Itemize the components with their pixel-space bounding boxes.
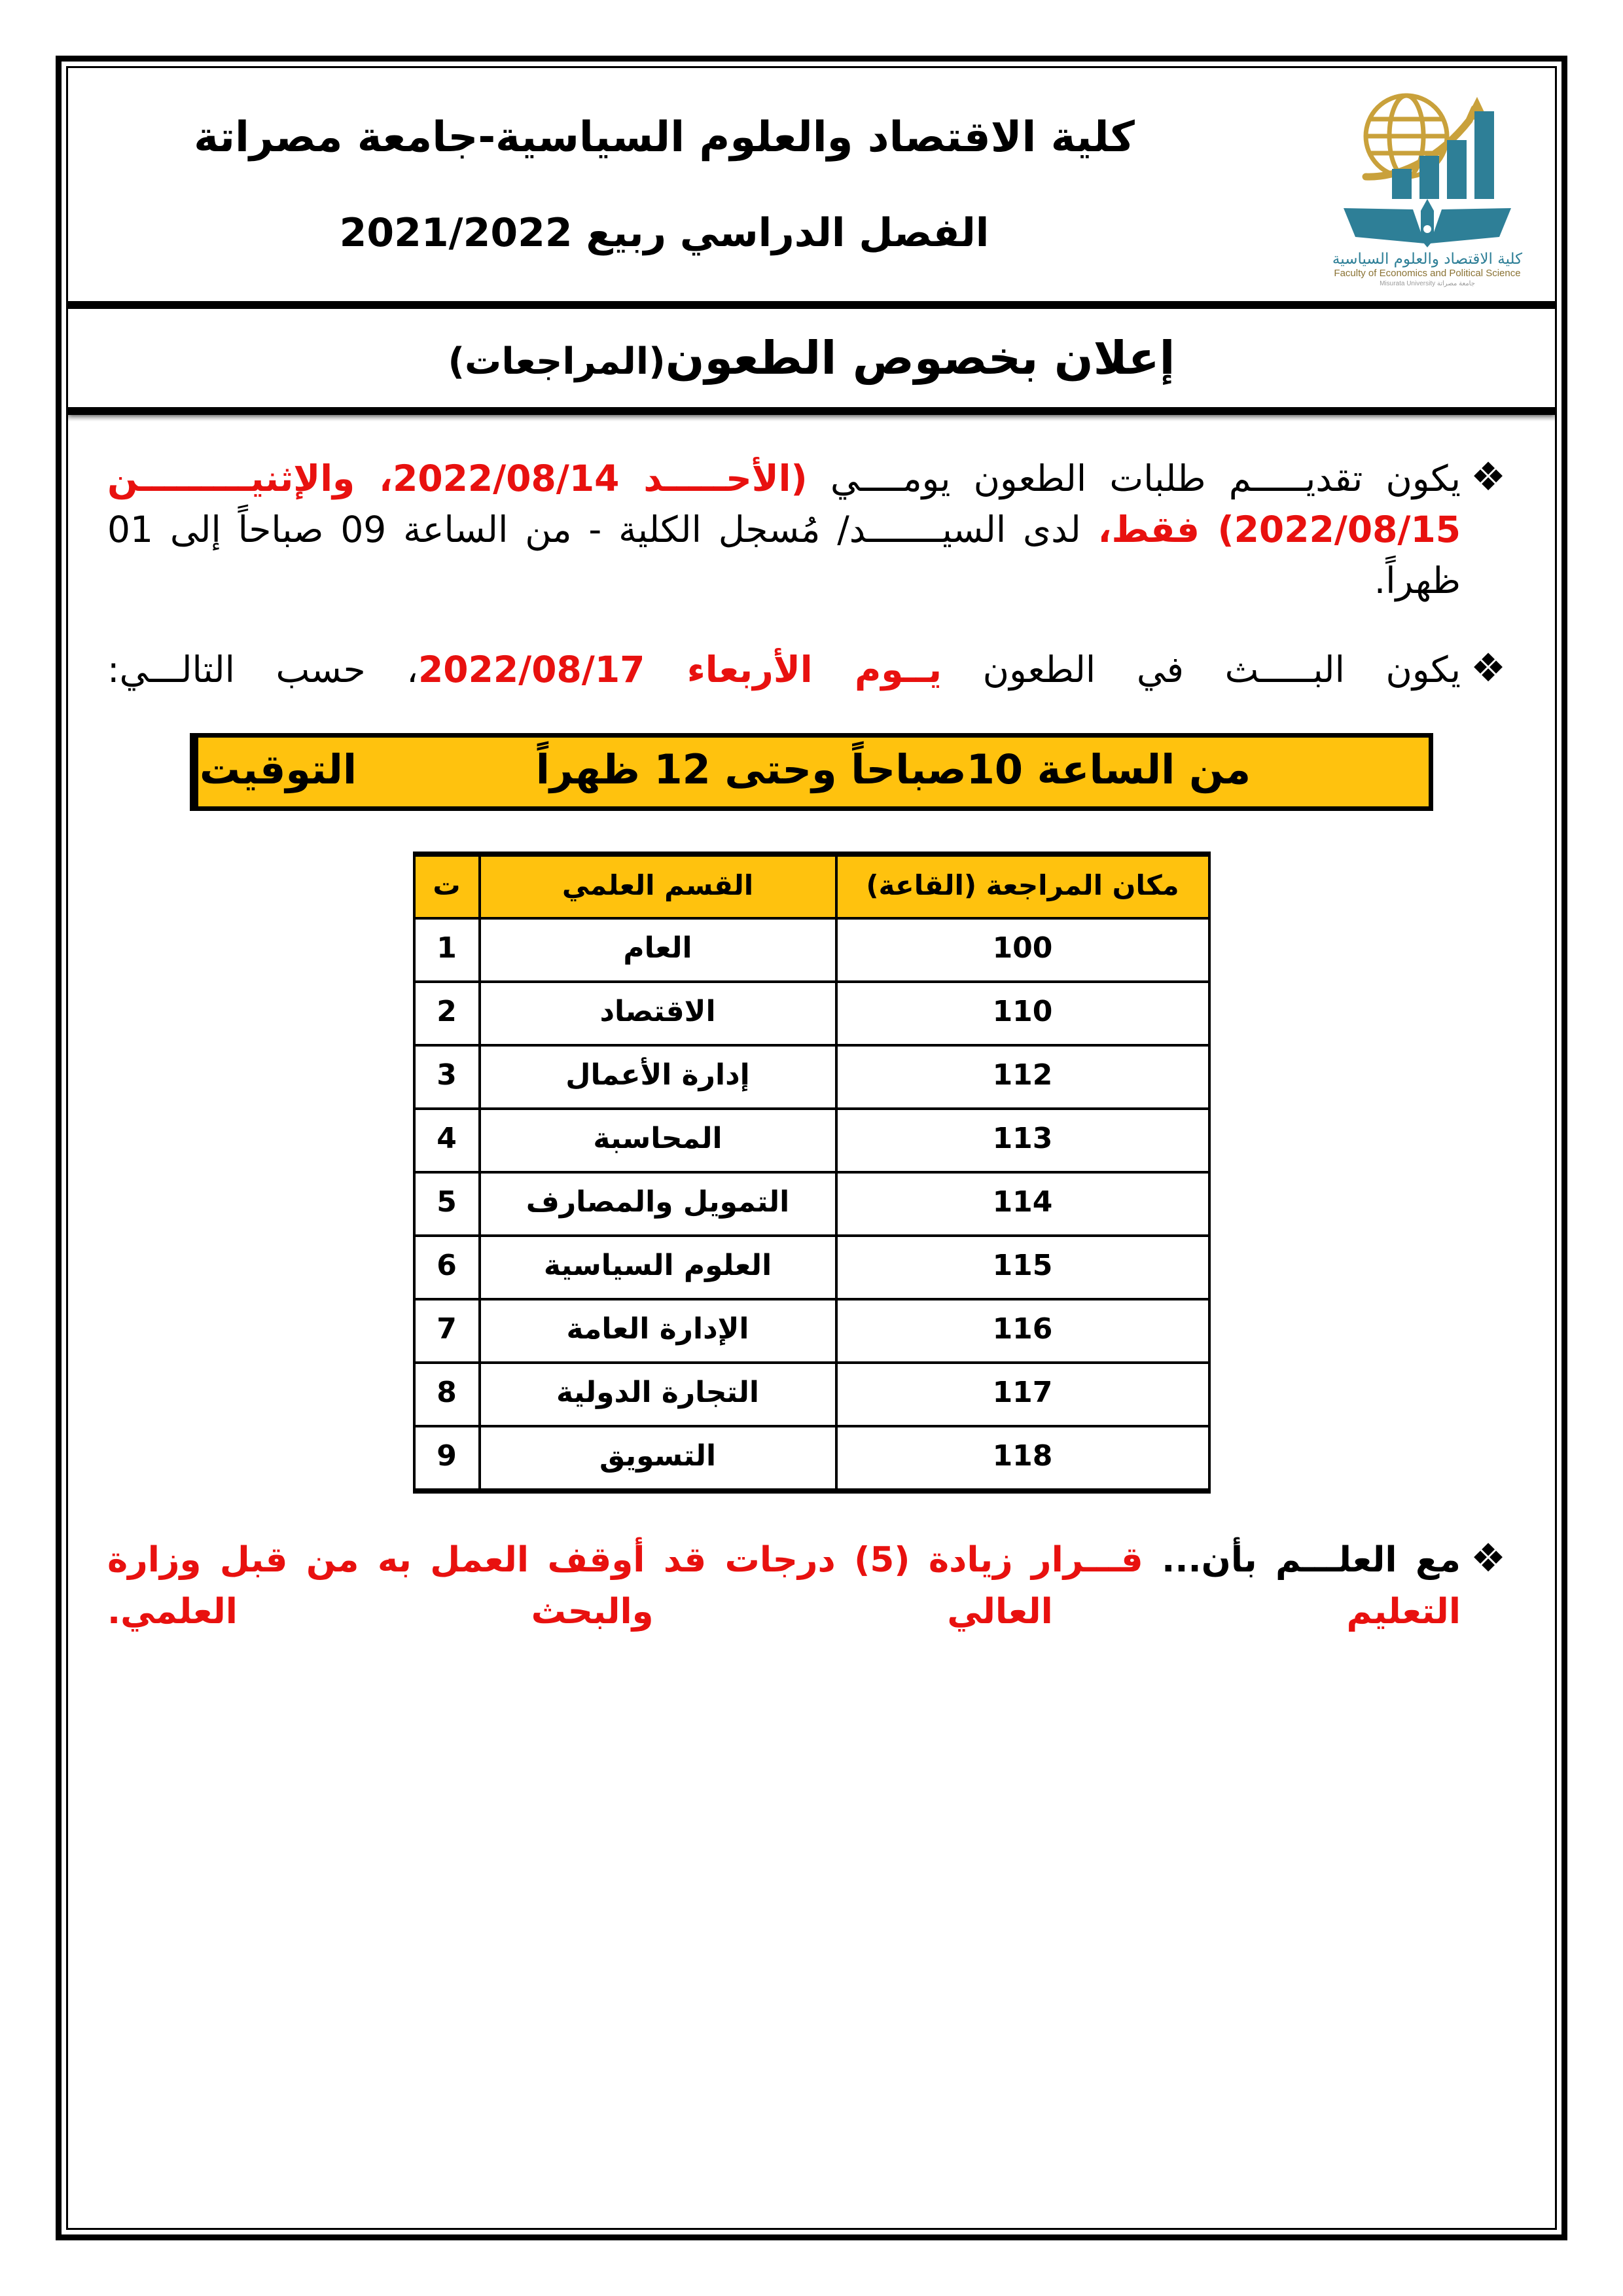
bullet-item-decision — [107, 644, 1516, 695]
decision-date-highlight: يــوم الأربعاء 2022/08/17 — [418, 649, 942, 691]
decision-text-part2: ، حسب التالـــي: — [107, 649, 419, 691]
submission-text-part1: يكون تقديـــــم طلبات الطعون يومــــي — [807, 457, 1461, 499]
page-title — [448, 331, 1175, 385]
table-row — [414, 1045, 1209, 1109]
page-content — [68, 68, 1555, 2228]
logo-arabic-name: كلية الاقتصاد والعلوم السياسية — [1332, 251, 1523, 268]
announcement-page — [56, 56, 1567, 2240]
departments-table-body — [414, 918, 1209, 1491]
cell-index: 7 — [414, 1299, 480, 1363]
departments-table — [413, 852, 1211, 1493]
faculty-logo — [1274, 77, 1555, 293]
logo-english-name: Faculty of Economics and Political Science — [1334, 268, 1521, 279]
cell-room: 118 — [836, 1426, 1209, 1491]
closing-note-highlight: قـــرار زيادة (5) درجات قد أوقف العمل به من قبل وزارة التعليم العالي والبحث العلمي. — [107, 1539, 1461, 1632]
submission-dates-highlight: (الأحـــــد 2022/08/14، والإثنيـــــــــن 2022/08/15) فقط، — [107, 457, 1461, 551]
table-row — [414, 1172, 1209, 1236]
cell-department: التسويق — [480, 1426, 836, 1491]
table-row — [414, 1109, 1209, 1172]
cell-room: 116 — [836, 1299, 1209, 1363]
page-header — [68, 68, 1555, 301]
semester-label: الفصل الدراسي ربيع 2021/2022 — [339, 209, 990, 256]
decision-text-part1: يكون البـــــث في الطعون — [942, 649, 1461, 691]
bullet-item-note — [107, 1534, 1516, 1638]
timing-value: من الساعة 10صباحاً وحتى 12 ظهراً — [535, 745, 1251, 794]
col-header-department: القسم العلمي — [480, 854, 836, 918]
cell-department: العلوم السياسية — [480, 1236, 836, 1299]
bullet-item-submission — [107, 453, 1516, 606]
departments-table-head — [414, 854, 1209, 918]
cell-department: التجارة الدولية — [480, 1363, 836, 1426]
cell-index: 2 — [414, 982, 480, 1045]
cell-room: 114 — [836, 1172, 1209, 1236]
table-row — [414, 1363, 1209, 1426]
cell-department: الإدارة العامة — [480, 1299, 836, 1363]
faculty-name: كلية الاقتصاد والعلوم السياسية-جامعة مصراتة — [194, 113, 1135, 162]
cell-index: 3 — [414, 1045, 480, 1109]
cell-room: 117 — [836, 1363, 1209, 1426]
page-title-paren: (المراجعات) — [448, 340, 666, 383]
page-title-main: إعلان بخصوص الطعون — [665, 331, 1175, 385]
closing-note-part1: مع العلـــم بأن... — [1143, 1539, 1461, 1580]
timing-banner-wrap — [107, 733, 1516, 811]
cell-index: 6 — [414, 1236, 480, 1299]
cell-index: 8 — [414, 1363, 480, 1426]
cell-department: التمويل والمصارف — [480, 1172, 836, 1236]
table-row — [414, 982, 1209, 1045]
cell-index: 4 — [414, 1109, 480, 1172]
faculty-logo-icon — [1329, 80, 1525, 289]
diamond-bullet-icon: ❖ — [1471, 454, 1506, 500]
logo-university-line: جامعة مصراتة Misurata University — [1380, 280, 1475, 287]
cell-department: إدارة الأعمال — [480, 1045, 836, 1109]
cell-index: 9 — [414, 1426, 480, 1491]
cell-room: 110 — [836, 982, 1209, 1045]
diamond-bullet-icon: ❖ — [1471, 1535, 1506, 1581]
cell-department: العام — [480, 918, 836, 982]
table-row — [414, 1299, 1209, 1363]
cell-room: 115 — [836, 1236, 1209, 1299]
closing-note-text — [107, 1534, 1461, 1638]
cell-index: 5 — [414, 1172, 480, 1236]
table-row — [414, 1426, 1209, 1491]
table-row — [414, 918, 1209, 982]
cell-department: الاقتصاد — [480, 982, 836, 1045]
announcement-body — [68, 453, 1555, 1638]
cell-department: المحاسبة — [480, 1109, 836, 1172]
cell-room: 113 — [836, 1109, 1209, 1172]
page-inner-border — [66, 66, 1557, 2230]
cell-room: 112 — [836, 1045, 1209, 1109]
announcement-title-band — [68, 301, 1555, 415]
table-row — [414, 1236, 1209, 1299]
submission-text — [107, 453, 1461, 606]
col-header-room: مكان المراجعة (القاعة) — [836, 854, 1209, 918]
diamond-bullet-icon: ❖ — [1471, 645, 1506, 692]
departments-table-wrap — [107, 852, 1516, 1493]
table-header-row — [414, 854, 1209, 918]
timing-banner — [190, 733, 1433, 811]
col-header-index: ت — [414, 854, 480, 918]
timing-label: التوقيت — [194, 738, 358, 806]
cell-room: 100 — [836, 918, 1209, 982]
header-text-block — [68, 109, 1274, 259]
decision-text — [107, 644, 1461, 695]
submission-text-part2: لدى السيـــــــد/ مُسجل الكلية - من الساعة 09 صباحاً إلى 01 ظهراً. — [107, 509, 1461, 602]
cell-index: 1 — [414, 918, 480, 982]
